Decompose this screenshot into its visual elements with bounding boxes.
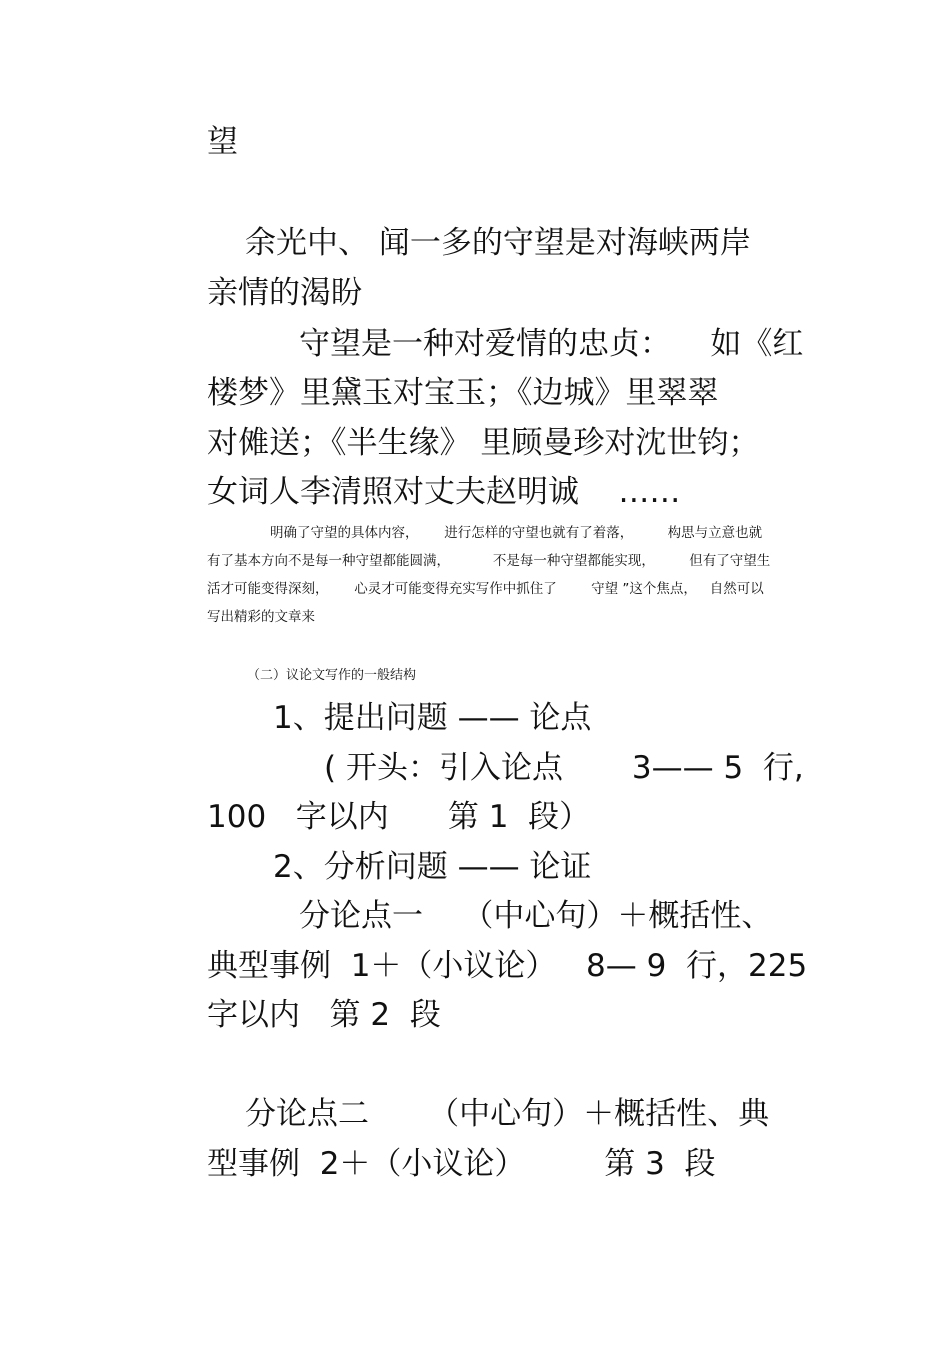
structure-item-2: 2、分析问题 —— 论证 bbox=[273, 849, 592, 885]
section-title: （二）议论文写作的一般结构 bbox=[247, 668, 417, 683]
paragraph-2-line-2: 楼梦》里黛玉对宝玉；《边城》里翠翠 bbox=[207, 375, 719, 411]
point-2-line-1: 分论点二 （中心句）＋概括性、典 bbox=[245, 1096, 770, 1132]
small-paragraph-line-1: 明确了守望的具体内容， 进行怎样的守望也就有了着落， 构思与立意也就 bbox=[270, 525, 763, 541]
structure-item-1-detail-line-2: 100 字以内 第 1 段） bbox=[207, 799, 591, 835]
paragraph-2-line-4: 女词人李清照对丈夫赵明诚 …… bbox=[207, 474, 681, 510]
point-1-line-1: 分论点一 （中心句）＋概括性、 bbox=[299, 898, 773, 934]
structure-item-1-detail-line-1: ( 开头：引入论点 3—— 5 行, bbox=[324, 750, 804, 786]
paragraph-1-line-1: 余光中、 闻一多的守望是对海峡两岸 bbox=[245, 225, 751, 261]
point-1-line-2: 典型事例 1＋（小议论） 8— 9 行，225 bbox=[207, 948, 808, 984]
small-paragraph-line-3: 活才可能变得深刻， 心灵才可能变得充实写作中抓住了 守望 ”这个焦点， 自然可以 bbox=[207, 581, 764, 597]
structure-item-1: 1、提出问题 —— 论点 bbox=[273, 700, 592, 736]
paragraph-2-line-1: 守望是一种对爱情的忠贞： 如《红 bbox=[299, 326, 804, 362]
point-2-line-2: 型事例 2＋（小议论） 第 3 段 bbox=[207, 1146, 716, 1182]
heading-char: 望 bbox=[207, 124, 238, 160]
point-1-line-3: 字以内 第 2 段 bbox=[207, 997, 441, 1033]
paragraph-2-line-3: 对傩送；《半生缘》 里顾曼珍对沈世钧； bbox=[207, 425, 760, 461]
paragraph-1-line-2: 亲情的渴盼 bbox=[207, 275, 362, 311]
small-paragraph-line-4: 写出精彩的文章来 bbox=[207, 609, 315, 625]
small-paragraph-line-2: 有了基本方向不是每一种守望都能圆满， 不是每一种守望都能实现， 但有了守望生 bbox=[207, 553, 771, 569]
